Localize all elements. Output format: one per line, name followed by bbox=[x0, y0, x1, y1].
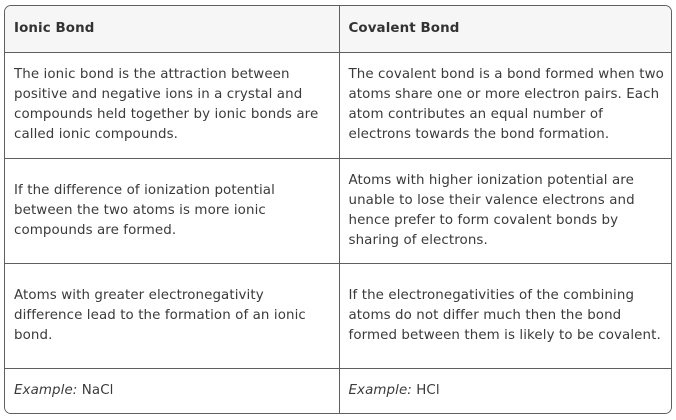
covalent-electronegativity-cell: If the electronegativities of the combining atoms do not differ much then the bond formed between them is likely to be covalent. bbox=[339, 263, 672, 368]
table-row bbox=[5, 263, 672, 368]
example-label: Example: bbox=[348, 383, 412, 399]
ionic-example-cell bbox=[5, 368, 339, 414]
ionic-electronegativity-cell: Atoms with greater electronegativity difference lead to the formation of an ionic bond. bbox=[5, 263, 339, 368]
covalent-ionization-cell: Atoms with higher ionization potential are unable to lose their valence electrons and hence prefer to form covalent bonds by sharing of electrons. bbox=[339, 158, 672, 263]
table-row bbox=[5, 158, 672, 263]
ionic-definition-cell: The ionic bond is the attraction between positive and negative ions in a crystal and compounds held together by ionic bonds are called ionic compounds. bbox=[5, 52, 339, 158]
table-row bbox=[5, 52, 672, 158]
comparison-table bbox=[4, 5, 672, 414]
ionic-ionization-cell: If the difference of ionization potential between the two atoms is more ionic compounds are formed. bbox=[5, 158, 339, 263]
example-label: Example: bbox=[14, 383, 78, 399]
covalent-example-value: HCl bbox=[416, 383, 440, 399]
ionic-vs-covalent-table bbox=[5, 6, 672, 414]
ionic-example-value: NaCl bbox=[81, 383, 114, 399]
example-row bbox=[5, 368, 672, 414]
table-header-row bbox=[5, 6, 672, 52]
header-covalent-bond: Covalent Bond bbox=[339, 6, 672, 52]
covalent-definition-cell: The covalent bond is a bond formed when two atoms share one or more electron pairs. Each atom contributes an equal number of electrons towards the bond formation. bbox=[339, 52, 672, 158]
header-ionic-bond: Ionic Bond bbox=[5, 6, 339, 52]
covalent-example-cell bbox=[339, 368, 672, 414]
